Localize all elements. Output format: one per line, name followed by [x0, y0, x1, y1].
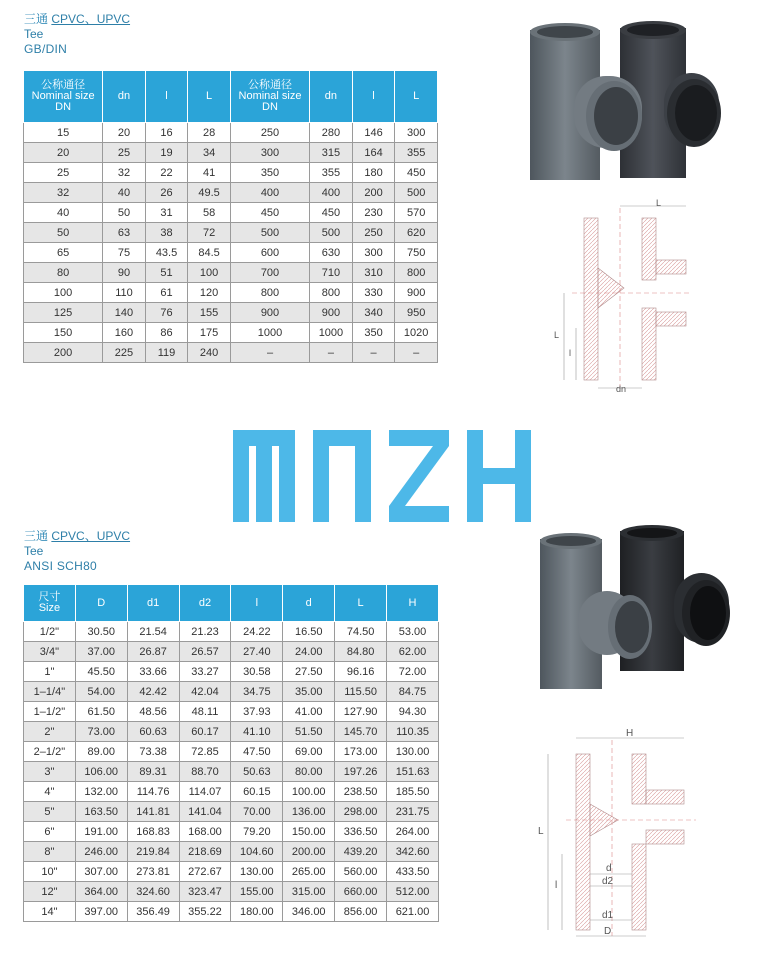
table-cell: 300 [395, 123, 438, 143]
table-cell: 160 [103, 323, 146, 343]
table-cell: 130.00 [231, 862, 283, 882]
table-cell: 230 [352, 203, 395, 223]
table-cell: – [310, 343, 353, 363]
table-cell: 16.50 [283, 622, 335, 642]
table-cell: 1000 [230, 323, 309, 343]
header-dn-code: DN [262, 101, 278, 113]
diagram1-label-dn: dn [616, 384, 627, 394]
table-row [24, 902, 439, 922]
header-L: L [335, 585, 387, 622]
table-cell: 250 [352, 223, 395, 243]
table-cell: 336.50 [335, 822, 387, 842]
table-cell: 620 [395, 223, 438, 243]
section1-title-types: CPVC、UPVC [51, 12, 131, 26]
table-cell: 570 [395, 203, 438, 223]
table-cell: 364.00 [75, 882, 127, 902]
table-cell: 58 [188, 203, 231, 223]
diagram1-label-L: L [656, 198, 662, 208]
diagram2-label-l: l [555, 880, 558, 891]
table-cell: 25 [24, 163, 103, 183]
section2-header [24, 529, 130, 574]
table-cell: 950 [395, 303, 438, 323]
tee-photo-1 [524, 18, 724, 188]
table-cell: – [230, 343, 309, 363]
header-size [24, 585, 76, 622]
table-row [24, 882, 439, 902]
table-cell: 219.84 [127, 842, 179, 862]
table-cell: 164 [352, 143, 395, 163]
table-cell: 25 [103, 143, 146, 163]
table-cell: 63 [103, 223, 146, 243]
header-d2: d2 [179, 585, 231, 622]
table-cell: 26 [145, 183, 188, 203]
header-l-1: l [145, 71, 188, 123]
table-cell: 43.5 [145, 243, 188, 263]
diagram2-label-d: d [606, 863, 612, 874]
table-cell: 53.00 [387, 622, 439, 642]
section1-title-en: Tee [24, 27, 44, 41]
table-cell: 24.22 [231, 622, 283, 642]
table-cell: 197.26 [335, 762, 387, 782]
table-cell: 500 [395, 183, 438, 203]
table-cell: 512.00 [387, 882, 439, 902]
table-cell: 238.50 [335, 782, 387, 802]
table-cell: 89.31 [127, 762, 179, 782]
table-cell: 800 [395, 263, 438, 283]
ansi-sch80-table [23, 584, 439, 922]
table-cell: 45.50 [75, 662, 127, 682]
table-cell: 27.40 [231, 642, 283, 662]
table-cell: 856.00 [335, 902, 387, 922]
table-cell: 110.35 [387, 722, 439, 742]
table-cell: 27.50 [283, 662, 335, 682]
table-cell: – [395, 343, 438, 363]
table-cell: 141.81 [127, 802, 179, 822]
table-row [24, 862, 439, 882]
table-cell: 79.20 [231, 822, 283, 842]
header-d: d [283, 585, 335, 622]
table-cell: 225 [103, 343, 146, 363]
table-cell: 84.5 [188, 243, 231, 263]
table-cell: 355 [395, 143, 438, 163]
table-cell: 450 [310, 203, 353, 223]
table-cell: 355.22 [179, 902, 231, 922]
table-cell: 355 [310, 163, 353, 183]
table-cell: 2–1/2" [24, 742, 76, 762]
section1-title [24, 12, 130, 27]
table-cell: 136.00 [283, 802, 335, 822]
table-cell: 61 [145, 283, 188, 303]
table-cell: 315.00 [283, 882, 335, 902]
table-cell: 500 [310, 223, 353, 243]
header-D: D [75, 585, 127, 622]
table-cell: 346.00 [283, 902, 335, 922]
header-L-2: L [395, 71, 438, 123]
table-cell: 80.00 [283, 762, 335, 782]
table-cell: 900 [230, 303, 309, 323]
table-row [24, 662, 439, 682]
table-cell: 72.00 [387, 662, 439, 682]
table-cell: 700 [230, 263, 309, 283]
table-row [24, 782, 439, 802]
table-cell: 127.90 [335, 702, 387, 722]
table-cell: 114.76 [127, 782, 179, 802]
table-cell: 330 [352, 283, 395, 303]
table-cell: 130.00 [387, 742, 439, 762]
table-cell: 33.66 [127, 662, 179, 682]
table-cell: 21.54 [127, 622, 179, 642]
table-cell: 15 [24, 123, 103, 143]
table-row [24, 303, 438, 323]
table-row [24, 183, 438, 203]
diagram2-label-d2: d2 [602, 876, 614, 887]
table-cell: 560.00 [335, 862, 387, 882]
table-cell: 28 [188, 123, 231, 143]
table-row [24, 243, 438, 263]
table-row [24, 642, 439, 662]
section2-title [24, 529, 130, 544]
table-cell: 16 [145, 123, 188, 143]
table-cell: 60.15 [231, 782, 283, 802]
table-cell: 140 [103, 303, 146, 323]
table-cell: 5" [24, 802, 76, 822]
table-cell: 600 [230, 243, 309, 263]
table-cell: 48.11 [179, 702, 231, 722]
table-cell: 621.00 [387, 902, 439, 922]
table-cell: 47.50 [231, 742, 283, 762]
table-cell: 84.80 [335, 642, 387, 662]
header-size-cn: 尺寸 [38, 591, 61, 603]
table-cell: 60.63 [127, 722, 179, 742]
table-cell: 41 [188, 163, 231, 183]
table-cell: 350 [230, 163, 309, 183]
table-cell: 397.00 [75, 902, 127, 922]
table-cell: 30.50 [75, 622, 127, 642]
diagram1-label-L-vert: L [554, 330, 560, 340]
table-cell: 1–1/4" [24, 682, 76, 702]
table-cell: 900 [395, 283, 438, 303]
table-row [24, 762, 439, 782]
table-cell: 38 [145, 223, 188, 243]
table-cell: 168.00 [179, 822, 231, 842]
table-row [24, 143, 438, 163]
table-cell: 231.75 [387, 802, 439, 822]
table-cell: 250 [230, 123, 309, 143]
table-cell: 119 [145, 343, 188, 363]
table-row [24, 123, 438, 143]
table-cell: 342.60 [387, 842, 439, 862]
table-cell: 307.00 [75, 862, 127, 882]
table-cell: 240 [188, 343, 231, 363]
table-cell: 350 [352, 323, 395, 343]
section1-title-cn: 三通 [24, 12, 49, 26]
table-cell: 70.00 [231, 802, 283, 822]
table-cell: 272.67 [179, 862, 231, 882]
table-cell: 24.00 [283, 642, 335, 662]
table-cell: 80 [24, 263, 103, 283]
table-cell: 145.70 [335, 722, 387, 742]
table-cell: 200 [352, 183, 395, 203]
table-cell: 2" [24, 722, 76, 742]
table-cell: 42.42 [127, 682, 179, 702]
table-cell: 185.50 [387, 782, 439, 802]
table-cell: 42.04 [179, 682, 231, 702]
table-cell: 32 [103, 163, 146, 183]
table-cell: 500 [230, 223, 309, 243]
table-cell: 200 [24, 343, 103, 363]
table-cell: 104.60 [231, 842, 283, 862]
table-cell: 12" [24, 882, 76, 902]
table-cell: 630 [310, 243, 353, 263]
table-cell: 280 [310, 123, 353, 143]
table-cell: 433.50 [387, 862, 439, 882]
table-cell: – [352, 343, 395, 363]
table-cell: 21.23 [179, 622, 231, 642]
table-cell: 310 [352, 263, 395, 283]
table-cell: 400 [310, 183, 353, 203]
header-dn-2: dn [310, 71, 353, 123]
table-cell: 90 [103, 263, 146, 283]
table-cell: 100 [188, 263, 231, 283]
table-cell: 26.87 [127, 642, 179, 662]
table-cell: 450 [395, 163, 438, 183]
table-cell: 50 [24, 223, 103, 243]
table-cell: 20 [103, 123, 146, 143]
table-cell: 1" [24, 662, 76, 682]
table-cell: 200.00 [283, 842, 335, 862]
tee-diagram-2 [536, 724, 716, 944]
table-cell: 14" [24, 902, 76, 922]
section2-title-cn: 三通 [24, 529, 49, 543]
table-cell: 50 [103, 203, 146, 223]
table-cell: 155.00 [231, 882, 283, 902]
table-cell: 132.00 [75, 782, 127, 802]
header-dn-code: DN [55, 101, 72, 113]
table-cell: 114.07 [179, 782, 231, 802]
table-cell: 75 [103, 243, 146, 263]
table-cell: 96.16 [335, 662, 387, 682]
header-dn-1: dn [103, 71, 146, 123]
table-cell: 73.38 [127, 742, 179, 762]
table-cell: 26.57 [179, 642, 231, 662]
header-size-en: Size [38, 602, 61, 614]
table-cell: 710 [310, 263, 353, 283]
section2-standard: ANSI SCH80 [24, 559, 98, 573]
table-cell: 89.00 [75, 742, 127, 762]
table-row [24, 622, 439, 642]
table-cell: 41.10 [231, 722, 283, 742]
table-cell: 49.5 [188, 183, 231, 203]
gb-din-table [23, 70, 438, 363]
header-dn-en: Nominal size [31, 90, 95, 102]
table-cell: 10" [24, 862, 76, 882]
table-cell: 450 [230, 203, 309, 223]
table-row [24, 223, 438, 243]
table-cell: 19 [145, 143, 188, 163]
table-cell: 74.50 [335, 622, 387, 642]
table-cell: 315 [310, 143, 353, 163]
table-cell: 62.00 [387, 642, 439, 662]
table-cell: 175 [188, 323, 231, 343]
table-cell: 151.63 [387, 762, 439, 782]
table-cell: 191.00 [75, 822, 127, 842]
table-cell: 110 [103, 283, 146, 303]
table-cell: 94.30 [387, 702, 439, 722]
table-cell: 8" [24, 842, 76, 862]
table-row [24, 163, 438, 183]
table-cell: 146 [352, 123, 395, 143]
table-cell: 264.00 [387, 822, 439, 842]
table-cell: 800 [230, 283, 309, 303]
diagram1-label-l: l [569, 348, 571, 358]
table-cell: 323.47 [179, 882, 231, 902]
table-cell: 340 [352, 303, 395, 323]
table-cell: 180.00 [231, 902, 283, 922]
diagram2-label-L: L [538, 826, 544, 837]
table-cell: 40 [103, 183, 146, 203]
table-cell: 115.50 [335, 682, 387, 702]
table-cell: 324.60 [127, 882, 179, 902]
table-cell: 1/2" [24, 622, 76, 642]
table-row [24, 203, 438, 223]
section2-title-en: Tee [24, 544, 44, 558]
table-cell: 660.00 [335, 882, 387, 902]
table-cell: 22 [145, 163, 188, 183]
table-cell: 1000 [310, 323, 353, 343]
diagram2-label-d1: d1 [602, 910, 614, 921]
table-cell: 72.85 [179, 742, 231, 762]
table-cell: 37.00 [75, 642, 127, 662]
table-cell: 1020 [395, 323, 438, 343]
table-cell: 273.81 [127, 862, 179, 882]
table-cell: 150.00 [283, 822, 335, 842]
table-cell: 173.00 [335, 742, 387, 762]
table-cell: 51.50 [283, 722, 335, 742]
mnzh-logo [233, 430, 533, 522]
table-cell: 141.04 [179, 802, 231, 822]
header-l: l [231, 585, 283, 622]
table-cell: 65 [24, 243, 103, 263]
table-cell: 125 [24, 303, 103, 323]
table-row [24, 742, 439, 762]
table-cell: 155 [188, 303, 231, 323]
table-cell: 900 [310, 303, 353, 323]
table-cell: 84.75 [387, 682, 439, 702]
header-L-1: L [188, 71, 231, 123]
table-cell: 400 [230, 183, 309, 203]
table-cell: 168.83 [127, 822, 179, 842]
table-row [24, 822, 439, 842]
table-cell: 100.00 [283, 782, 335, 802]
table-row [24, 343, 438, 363]
header-d1: d1 [127, 585, 179, 622]
table-cell: 34 [188, 143, 231, 163]
table-cell: 50.63 [231, 762, 283, 782]
table-cell: 40 [24, 203, 103, 223]
table-cell: 73.00 [75, 722, 127, 742]
table-row [24, 722, 439, 742]
table-cell: 100 [24, 283, 103, 303]
section1-standard: GB/DIN [24, 42, 68, 56]
table-cell: 356.49 [127, 902, 179, 922]
table-cell: 300 [230, 143, 309, 163]
header-l-2: l [352, 71, 395, 123]
table-cell: 37.93 [231, 702, 283, 722]
table-row [24, 842, 439, 862]
table-cell: 300 [352, 243, 395, 263]
table-cell: 76 [145, 303, 188, 323]
table-cell: 72 [188, 223, 231, 243]
table-cell: 3/4" [24, 642, 76, 662]
table-cell: 150 [24, 323, 103, 343]
table-cell: 32 [24, 183, 103, 203]
table-cell: 3" [24, 762, 76, 782]
table-row [24, 323, 438, 343]
table-cell: 800 [310, 283, 353, 303]
table-cell: 54.00 [75, 682, 127, 702]
table-row [24, 682, 439, 702]
table-cell: 34.75 [231, 682, 283, 702]
section1-header [24, 12, 130, 57]
table-cell: 750 [395, 243, 438, 263]
table-cell: 246.00 [75, 842, 127, 862]
table-cell: 88.70 [179, 762, 231, 782]
table-cell: 51 [145, 263, 188, 283]
table-cell: 298.00 [335, 802, 387, 822]
table-cell: 35.00 [283, 682, 335, 702]
table-cell: 20 [24, 143, 103, 163]
table-cell: 218.69 [179, 842, 231, 862]
header-nominal-size-1 [24, 71, 103, 123]
table-cell: 106.00 [75, 762, 127, 782]
table-cell: 439.20 [335, 842, 387, 862]
table-cell: 69.00 [283, 742, 335, 762]
table-row [24, 702, 439, 722]
table-cell: 6" [24, 822, 76, 842]
section2-title-types: CPVC、UPVC [51, 529, 131, 543]
table-cell: 41.00 [283, 702, 335, 722]
header-dn-cn: 公称通径 [248, 79, 292, 91]
table-cell: 48.56 [127, 702, 179, 722]
table-cell: 30.58 [231, 662, 283, 682]
diagram2-label-D: D [604, 926, 612, 937]
table-cell: 4" [24, 782, 76, 802]
header-dn-en: Nominal size [238, 90, 302, 102]
table-cell: 86 [145, 323, 188, 343]
table-cell: 60.17 [179, 722, 231, 742]
table-cell: 33.27 [179, 662, 231, 682]
diagram2-label-H: H [626, 728, 634, 739]
header-dn-cn: 公称通径 [41, 79, 86, 91]
table-row [24, 802, 439, 822]
tee-photo-2 [534, 523, 734, 693]
tee-diagram-1 [552, 198, 692, 398]
table-cell: 120 [188, 283, 231, 303]
table-cell: 1–1/2" [24, 702, 76, 722]
header-H: H [387, 585, 439, 622]
table-cell: 265.00 [283, 862, 335, 882]
table-cell: 163.50 [75, 802, 127, 822]
table-cell: 180 [352, 163, 395, 183]
table-cell: 31 [145, 203, 188, 223]
table-cell: 61.50 [75, 702, 127, 722]
table-row [24, 263, 438, 283]
header-nominal-size-2 [230, 71, 309, 123]
table-row [24, 283, 438, 303]
